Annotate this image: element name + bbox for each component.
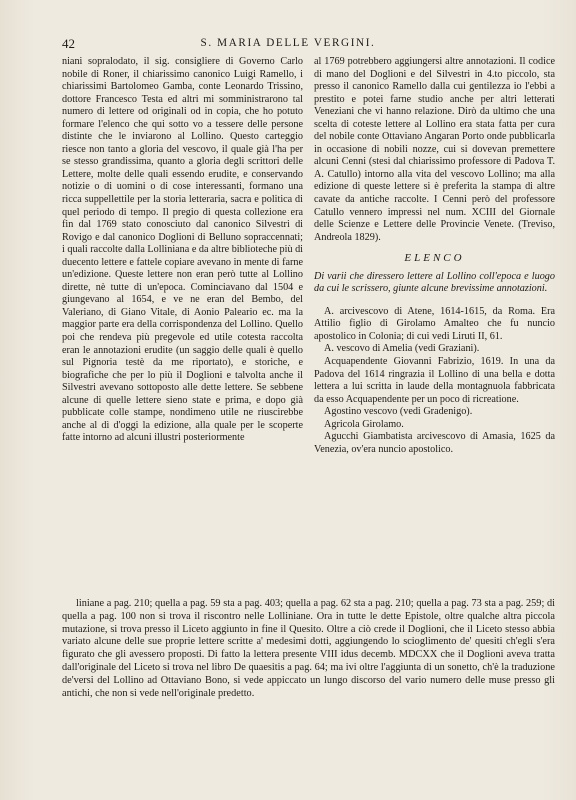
page-number: 42 — [62, 36, 75, 51]
list-item: Agricola Girolamo. — [324, 418, 404, 430]
section-heading: ELENCO — [404, 252, 465, 265]
body-paragraph: al 1769 potrebbero aggiungersi altre annotazioni. Il codice di mano del Doglioni e del Silvestri in 4.to piccolo, sta presso il canonico Ramello dalla cui gentilezza io l'ebbi a prestito e potei farne studio anche per altri letterati Veneziani che vi hanno relazione. Dirò da ultimo che una scelta di coteste lettere al Lollino era stata fatta per cura del nobile conte Ottaviano Angaran Porto onde pubblicarla in occasione di nobili nozze, cui si dovevan premettere alcuni Cenni (stesi dal chiarissimo professore di Padova T. A. Catullo) intorno alla vita del vescovo Lollino; ma alla edizione di queste lettere si è preferita la stampa di altre cavate da antiche raccolte. I Cenni però del professore Catullo vennero impressi nel num. XCIII del Giornale delle Scienze e Lettere delle Provincie Venete. (Treviso, Andreola 1829). — [314, 56, 555, 243]
footnote — [62, 598, 555, 700]
list-item: A. vescovo di Amelia (vedi Graziani). — [324, 343, 480, 355]
footnote-text: liniane a pag. 210; quella a pag. 59 sta a pag. 403; quella a pag. 62 sta a pag. 210; quella a pag. 73 sta a pag. 259; di quella a pag. 100 non si trova il riscontro nelle Lolliniane. Ora in tutte le dette Epistole, oltre qualche altra piccola mutazione, si trova presso il Liceto aggiunto in fine il Quesito. Oltre a ciò crede il Doglioni, che il Liceto stesso abbia variato alcune delle sue proprie lettere scritte a' medesimi dotti, aggiungendo lo scioglimento de' quesiti ch'egli s'era figurato che gli avessero proposti. Di fatto la lettera presente VIII idus decemb. MDCXX che il Doglioni aveva tratta dall'originale del Liceto si trova nel libro De quaesitis a pag. 64; ma ivi oltre l'aggiunta di un sonetto, ch'è la traduzione de'versi del Lollino ad Ottaviano Bono, si vede appiccato un lungo discorso del vario numero delle muse presso gli antichi, che non si vede nell'originale predetto. — [62, 598, 555, 699]
left-column — [62, 56, 303, 445]
running-title: S. MARIA DELLE VERGINI. — [200, 37, 376, 49]
right-column — [314, 56, 555, 456]
list-item: Agucchi Giambatista arcivescovo di Amasia, 1625 da Venezia, ov'era nuncio apostolico. — [314, 431, 555, 455]
list-item: Agostino vescovo (vedi Gradenigo). — [324, 406, 473, 418]
section-intro: Di varii che diressero lettere al Lollino coll'epoca e luogo da cui le scrissero, giunte alcune brevissime annotazioni. — [314, 270, 555, 295]
list-item: Acquapendente Giovanni Fabrizio, 1619. In una da Padova del 1614 ringrazia il Lollino di una bella e dotta lettera a lui scritta in laude della montagnuola fabbricata da esso Acquapendente per un poco di ricreatione. — [314, 356, 555, 405]
body-paragraph: niani sopralodato, il sig. consigliere di Governo Carlo nobile di Roner, il chiarissimo canonico Luigi Ramello, i chiarissimi Bartolomeo Gamba, conte Leonardo Trissino, dottore Francesco Testa ed altri mi somministrarono tal numero di lettere od originali od in copia, che ho potuto formare l'elenco che qui sotto vo a tessere delle persone distinte che le inviarono al Lollino. Questo carteggio riesce non tanto a gloria del vescovo, il quale già l'ha per se stesso grandissima, quanto a gloria degli scrittori delle Lettere, molte delle quali essendo erudite, e conservando notizie o di uomini o di cose interessanti, formano una ricca suppellettile per la storia letteraria, sacra e politica di quel periodo di tempo. Il pregio di questa collezione era fin dal 1769 stato conosciuto dal canonico Silvestri di Rovigo e dal canonico Doglioni di Belluno sopraccennati; i quali raccolte dalla Lolliniana e da altre biblioteche più di duecento lettere e fattele copiare avevano in mente di farne un'edizione. Queste lettere non eran però tutte al Lollino dirette, nè tutte di un'epoca. Cominciavano dal 1504 e giungevano al 1654, e ve ne eran del Bembo, del Valeriano, di Giano Vitale, di Aonio Paleario ec. ma la maggior parte era della corrispondenza del Lollino. Quello poi che rendeva più pregevole ed utile cotesta raccolta eran le annotazioni erudite (un saggio delle quali è quello sul Pignoria testè da me riportato), e storiche, e biografiche che per lo più il Doglioni e talvolta anche il Silvestri avevano sottoposto alle dette lettere. Se sebbene alcune di quelle lettere sieno state e prima, e dopo già pubblicate colle stampe, nondimeno utile ne riuscirebbe anche al dì d'oggi la edizione, alla quale per le scoperte fatte intorno ad alcuni illustri posteriormente — [62, 56, 304, 444]
list-item: A. arcivescovo di Atene, 1614-1615, da Roma. Era Attilio figlio di Girolamo Amalteo che fu nuncio apostolico in Colonia; di cui vedi Liruti II, 61. — [314, 305, 555, 342]
